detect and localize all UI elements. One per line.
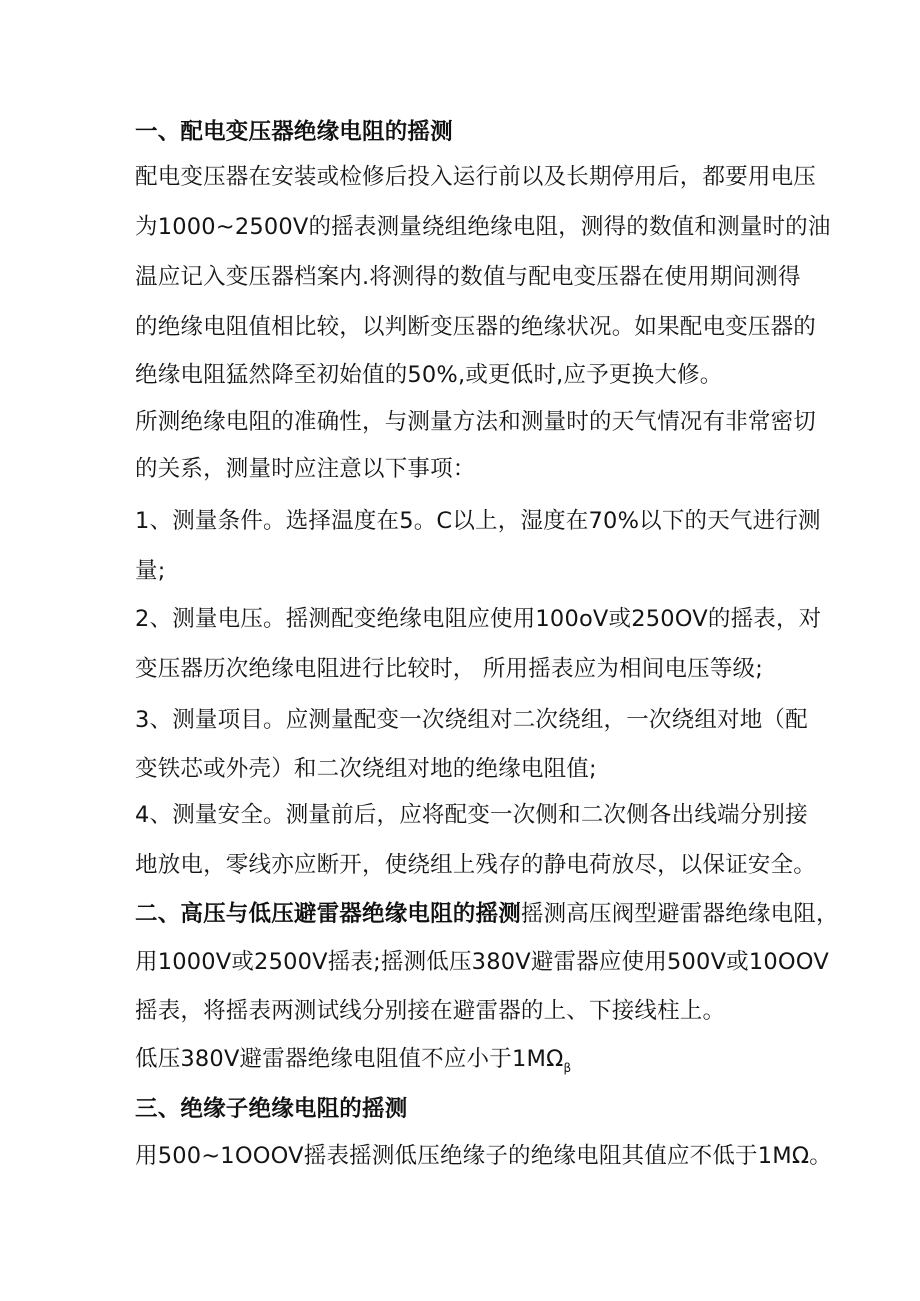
- section-2-heading: 二、高压与低压避雷器绝缘电阻的摇测: [135, 901, 521, 927]
- item-3-line-1: 3、测量项目。应测量配变一次绕组对二次绕组，一次绕组对地（配: [135, 707, 808, 733]
- section-1-para-1-line-2: 为1000~2500V的摇表测量绕组绝缘电阻，测得的数值和测量时的油: [135, 214, 831, 240]
- section-2-heading-line: [135, 899, 839, 929]
- section-1-para-1-line-5: 绝缘电阻猛然降至初始值的50%,或更低时,应予更换大修。: [135, 362, 723, 388]
- section-2-last-line-text: 低压380V避雷器绝缘电阻值不应小于1MΩ: [135, 1046, 564, 1072]
- item-1-line-1: 1、测量条件。选择温度在5。C以上，湿度在70%以下的天气进行测: [135, 508, 821, 534]
- section-1-para-1-line-1: 配电变压器在安装或检修后投入运行前以及长期停用后，都要用电压: [135, 164, 817, 190]
- item-1-line-2: 量;: [135, 558, 166, 584]
- section-2-heading-tail: 摇测高压阀型避雷器绝缘电阻，: [520, 901, 839, 927]
- section-3-heading: 三、绝缘子绝缘电阻的摇测: [135, 1096, 408, 1122]
- item-4-line-1: 4、测量安全。测量前后，应将配变一次侧和二次侧各出线端分别接: [135, 802, 808, 828]
- section-2-last-line-subscript: β: [563, 1061, 572, 1075]
- section-1-para-1-line-3: 温应记入变压器档案内.将测得的数值与配电变压器在使用期间测得: [135, 264, 801, 290]
- section-2-line-3: [135, 1044, 571, 1083]
- section-1-para-2-line-1: 所测绝缘电阻的准确性，与测量方法和测量时的天气情况有非常密切: [135, 409, 817, 435]
- item-3-line-2: 变铁芯或外壳）和二次绕组对地的绝缘电阻值;: [135, 756, 597, 782]
- section-1-para-2-line-2: 的关系，测量时应注意以下事项：: [135, 456, 476, 482]
- section-3-line-1: 用500~1OOOV摇表摇测低压绝缘子的绝缘电阻其值应不低于1MΩ。: [135, 1143, 832, 1169]
- item-4-line-2: 地放电，零线亦应断开，使绕组上残存的静电荷放尽，以保证安全。: [135, 852, 817, 878]
- section-2-line-2: 摇表，将摇表两测试线分别接在避雷器的上、下接线柱上。: [135, 998, 726, 1024]
- item-2-line-2: 变压器历次绝缘电阻进行比较时， 所用摇表应为相间电压等级;: [135, 656, 764, 682]
- section-1-para-1-line-4: 的绝缘电阻值相比较，以判断变压器的绝缘状况。如果配电变压器的: [135, 314, 817, 340]
- item-2-line-1: 2、测量电压。摇测配变绝缘电阻应使用100oV或250OV的摇表，对: [135, 606, 822, 632]
- section-1-heading: 一、配电变压器绝缘电阻的摇测: [135, 119, 453, 145]
- section-2-line-1: 用1000V或2500V摇表;摇测低压380V避雷器应使用500V或10OOV: [135, 949, 829, 975]
